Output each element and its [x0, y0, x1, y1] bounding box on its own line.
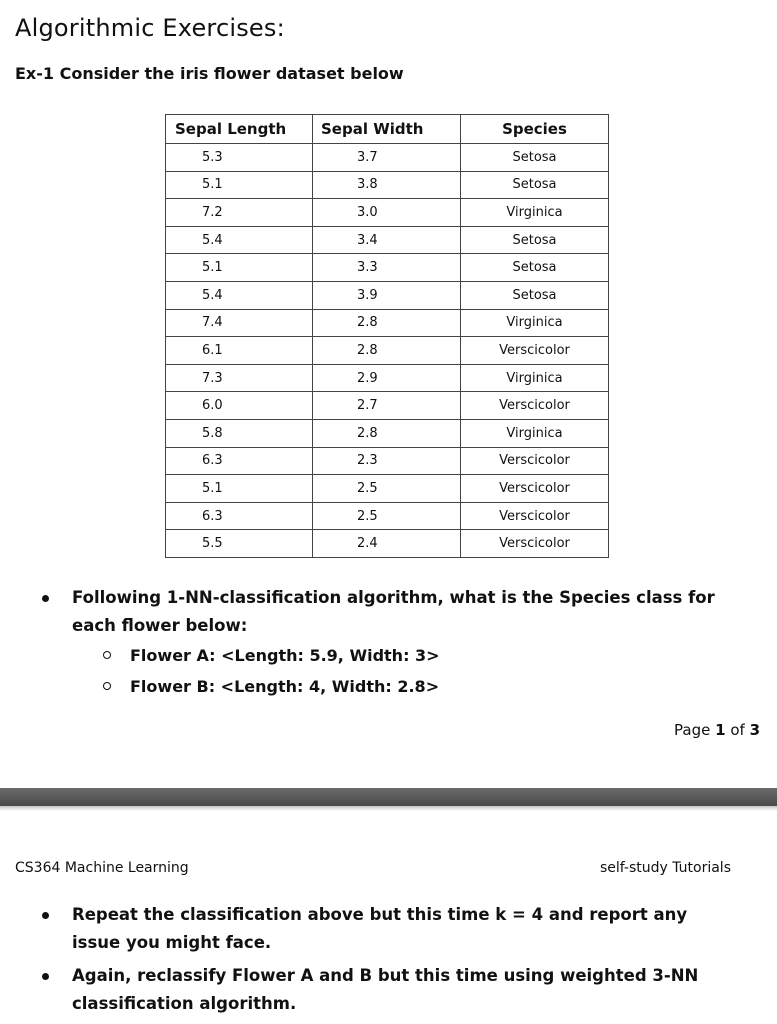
tutorial-label: self-study Tutorials [599, 860, 731, 876]
question-1nn-text: Following 1-NN-classification algorithm, what is the Species class for each flower below: [72, 588, 715, 635]
page-number-prefix: Page [674, 721, 716, 739]
sepal-length-cell: 6.0 [166, 392, 313, 420]
sepal-length-cell: 5.3 [166, 144, 313, 172]
column-header-sepal-width: Sepal Width [313, 115, 461, 144]
sub-bullet-circle-icon [103, 651, 111, 659]
sepal-width-cell: 3.9 [313, 281, 461, 309]
table-row [166, 337, 609, 365]
flower-b-text: Flower B: <Length: 4, Width: 2.8> [130, 677, 440, 696]
page-break-divider [0, 788, 777, 806]
sepal-width-cell: 2.5 [313, 502, 461, 530]
sepal-length-cell: 5.4 [166, 226, 313, 254]
page-number-total: 3 [749, 721, 760, 739]
page-title: Algorithmic Exercises: [15, 14, 285, 42]
page-break-shadow [0, 806, 777, 811]
species-cell: Verscicolor [461, 475, 609, 503]
species-cell: Virginica [461, 309, 609, 337]
flower-a-text: Flower A: <Length: 5.9, Width: 3> [130, 646, 440, 665]
sepal-length-cell: 5.1 [166, 254, 313, 282]
sepal-width-cell: 3.4 [313, 226, 461, 254]
table-row [166, 364, 609, 392]
question-k4 [72, 901, 732, 957]
bullet-dot-icon [42, 912, 49, 919]
species-cell: Setosa [461, 226, 609, 254]
table-row [166, 419, 609, 447]
sepal-width-cell: 2.8 [313, 337, 461, 365]
sepal-length-cell: 5.4 [166, 281, 313, 309]
table-row [166, 502, 609, 530]
sepal-width-cell: 3.8 [313, 171, 461, 199]
table-header-row [166, 115, 609, 144]
exercise-heading: Ex-1 Consider the iris flower dataset below [15, 64, 404, 83]
page-number-middle: of [725, 721, 750, 739]
sepal-length-cell: 6.3 [166, 447, 313, 475]
species-cell: Setosa [461, 281, 609, 309]
flower-a-item [130, 646, 440, 665]
sepal-width-cell: 2.4 [313, 530, 461, 558]
question-weighted-3nn [72, 962, 712, 1018]
species-cell: Setosa [461, 144, 609, 172]
species-cell: Virginica [461, 419, 609, 447]
table-row [166, 199, 609, 227]
species-cell: Verscicolor [461, 392, 609, 420]
question-weighted-3nn-text: Again, reclassify Flower A and B but this time using weighted 3-NN classification algorithm. [72, 966, 699, 1013]
sepal-length-cell: 6.1 [166, 337, 313, 365]
species-cell: Verscicolor [461, 337, 609, 365]
column-header-sepal-length: Sepal Length [166, 115, 313, 144]
table-row [166, 447, 609, 475]
species-cell: Setosa [461, 254, 609, 282]
sepal-width-cell: 2.7 [313, 392, 461, 420]
flower-b-item [130, 677, 439, 696]
table-row [166, 254, 609, 282]
sepal-width-cell: 2.3 [313, 447, 461, 475]
species-cell: Verscicolor [461, 502, 609, 530]
sepal-width-cell: 2.8 [313, 309, 461, 337]
table-row [166, 475, 609, 503]
sepal-width-cell: 2.8 [313, 419, 461, 447]
bullet-dot-icon [42, 973, 49, 980]
species-cell: Virginica [461, 364, 609, 392]
sepal-length-cell: 5.1 [166, 171, 313, 199]
sepal-length-cell: 7.4 [166, 309, 313, 337]
sub-bullet-circle-icon [103, 682, 111, 690]
species-cell: Verscicolor [461, 447, 609, 475]
table-body [166, 144, 609, 558]
sepal-length-cell: 6.3 [166, 502, 313, 530]
species-cell: Setosa [461, 171, 609, 199]
sepal-width-cell: 3.3 [313, 254, 461, 282]
sepal-length-cell: 5.8 [166, 419, 313, 447]
table-row [166, 171, 609, 199]
sepal-length-cell: 7.3 [166, 364, 313, 392]
sepal-length-cell: 5.1 [166, 475, 313, 503]
table-row [166, 281, 609, 309]
column-header-species: Species [461, 115, 609, 144]
table-row [166, 226, 609, 254]
question-k4-text: Repeat the classification above but this time k = 4 and report any issue you might face. [72, 905, 688, 952]
species-cell: Verscicolor [461, 530, 609, 558]
sepal-width-cell: 3.0 [313, 199, 461, 227]
sepal-length-cell: 5.5 [166, 530, 313, 558]
question-1nn [72, 584, 732, 640]
course-name: CS364 Machine Learning [15, 860, 189, 876]
sepal-width-cell: 3.7 [313, 144, 461, 172]
page-number-current: 1 [715, 721, 726, 739]
bullet-dot-icon [42, 595, 49, 602]
table-row [166, 530, 609, 558]
page-number [674, 721, 760, 739]
table-row [166, 392, 609, 420]
sepal-width-cell: 2.5 [313, 475, 461, 503]
sepal-width-cell: 2.9 [313, 364, 461, 392]
sepal-length-cell: 7.2 [166, 199, 313, 227]
table-row [166, 309, 609, 337]
iris-dataset-table [165, 114, 609, 558]
species-cell: Virginica [461, 199, 609, 227]
table-row [166, 144, 609, 172]
